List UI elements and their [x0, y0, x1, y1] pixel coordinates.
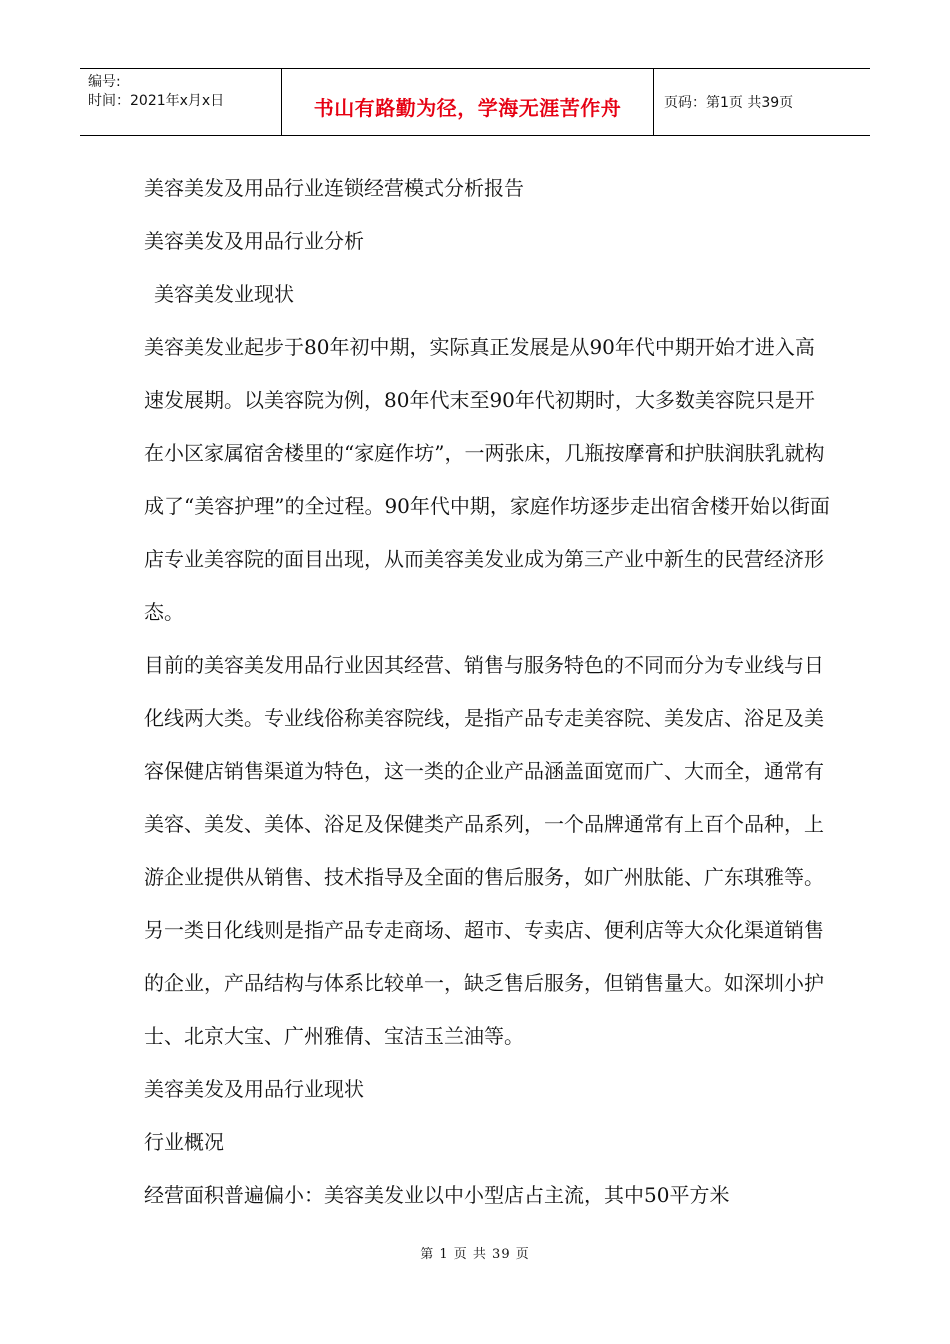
subsection-heading: 行业概况 — [144, 1130, 224, 1154]
motto-text: 书山有路勤为径，学海无涯苦作舟 — [313, 95, 622, 120]
header-meta-cell — [80, 69, 282, 135]
paragraph: 经营面积普遍偏小：美容美发业以中小型店占主流，其中50平方米 — [144, 1183, 730, 1207]
document-body — [144, 162, 834, 1222]
header-table — [80, 68, 870, 136]
subsection-heading: 美容美发业现状 — [154, 282, 294, 306]
header-page-info: 页码：第1页 共39页 — [664, 95, 794, 111]
paragraph: 目前的美容美发用品行业因其经营、销售与服务特色的不同而分为专业线与日化线两大类。专业线俗称美容院线，是指产品专走美容院、美发店、浴足及美容保健店销售渠道为特色，这一类的企业产品涵盖面宽而广、大而全，通常有美容、美发、美体、浴足及保健类产品系列，一个品牌通常有上百个品种，上游企业提供从销售、技术指导及全面的售后服务，如广州肽能、广东琪雅等。另一类日化线则是指产品专走商场、超市、专卖店、便利店等大众化渠道销售的企业，产品结构与体系比较单一，缺乏售后服务，但销售量大。如深圳小护士、北京大宝、广州雅倩、宝洁玉兰油等。 — [144, 653, 824, 1048]
page-footer: 第 1 页 共 39 页 — [420, 1247, 530, 1262]
serial-label: 编号: — [88, 74, 121, 90]
section-heading: 美容美发及用品行业现状 — [144, 1077, 364, 1101]
header-page-cell — [654, 69, 870, 135]
section-heading: 美容美发及用品行业分析 — [144, 229, 364, 253]
document-title: 美容美发及用品行业连锁经营模式分析报告 — [144, 176, 524, 200]
header-motto-cell — [282, 69, 654, 135]
date-label: 时间：2021年x月x日 — [88, 93, 225, 109]
paragraph: 美容美发业起步于80年初中期，实际真正发展是从90年代中期开始才进入高速发展期。以美容院为例，80年代末至90年代初期时，大多数美容院只是开在小区家属宿舍楼里的“家庭作坊”，一两张床，几瓶按摩膏和护肤润肤乳就构成了“美容护理”的全过程。90年代中期，家庭作坊逐步走出宿舍楼开始以街面店专业美容院的面目出现，从而美容美发业成为第三产业中新生的民营经济形态。 — [144, 335, 830, 624]
